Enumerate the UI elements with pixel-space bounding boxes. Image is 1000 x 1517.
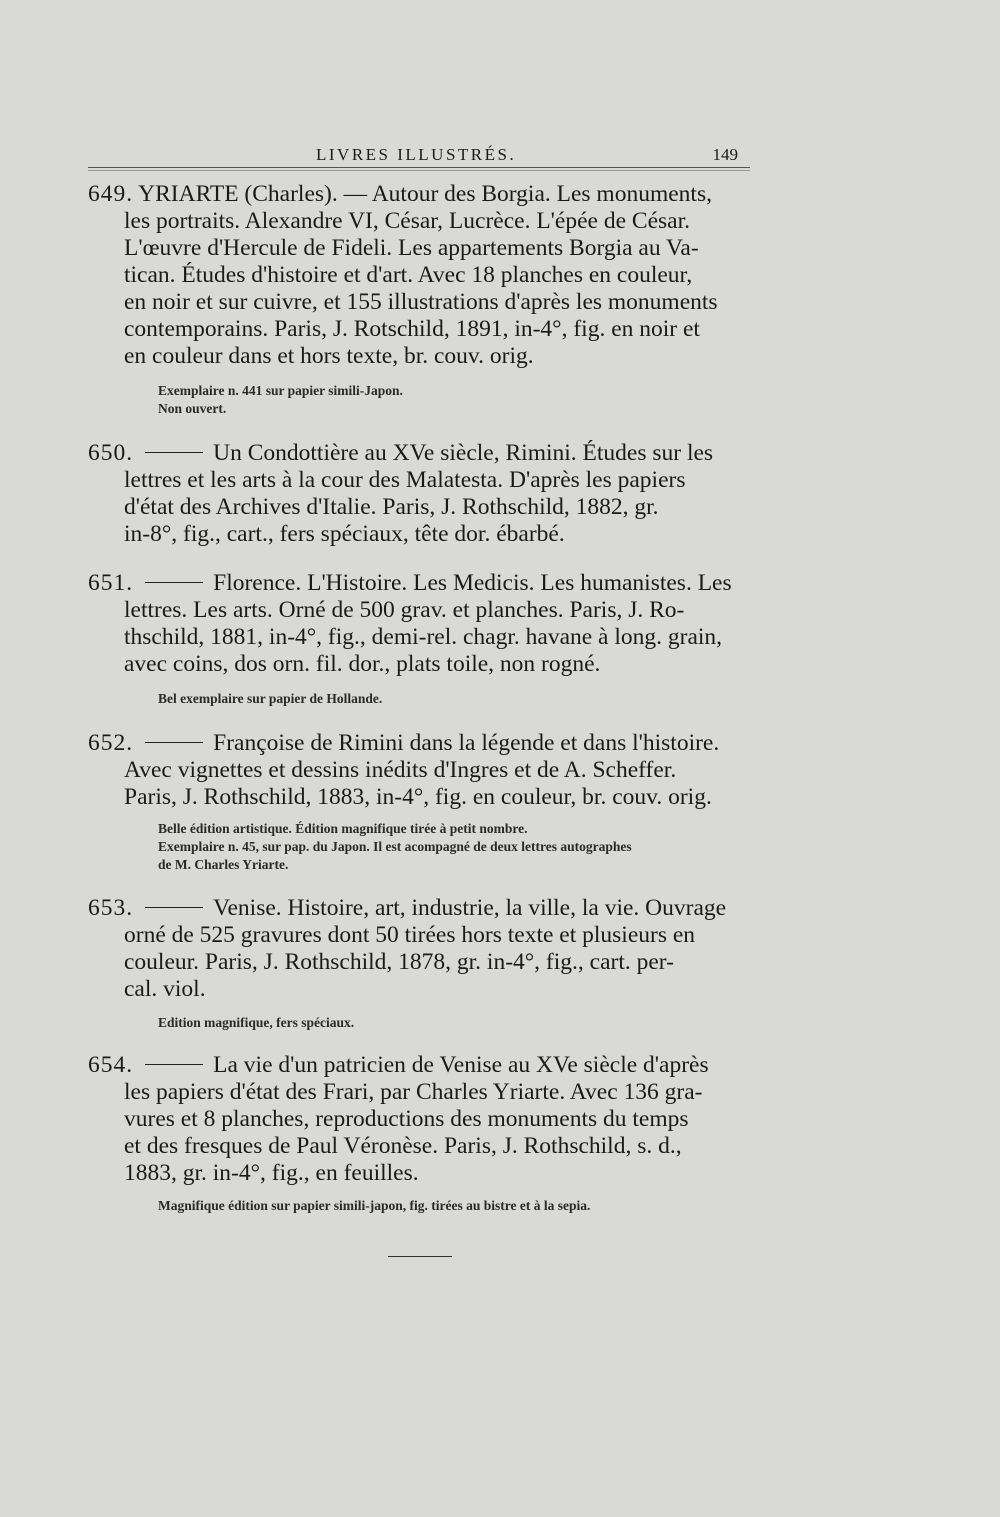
entry-line: vures et 8 planches, reproductions des monuments du temps: [124, 1106, 689, 1132]
ditto-dash: [145, 582, 203, 583]
entry-line: [88, 181, 758, 208]
entry-text: Françoise de Rimini dans la légende et dans l'histoire.: [213, 730, 720, 756]
entry-text: YRIARTE (Charles). — Autour des Borgia. Les monuments,: [138, 181, 712, 207]
catalog-entry-649: [88, 181, 758, 370]
entry-number: 651.: [88, 570, 134, 596]
entry-line: et des fresques de Paul Véronèse. Paris, J. Rothschild, s. d.,: [124, 1133, 682, 1159]
entry-note: Belle édition artistique. Édition magnifique tirée à petit nombre.: [158, 821, 528, 836]
entry-note: Edition magnifique, fers spéciaux.: [158, 1015, 355, 1030]
entry-line: cal. viol.: [124, 976, 206, 1002]
entry-line: [88, 440, 758, 467]
entry-text: Un Condottière au XVe siècle, Rimini. Études sur les: [213, 440, 714, 466]
catalog-entry-652: [88, 730, 758, 811]
entry-line: en couleur dans et hors texte, br. couv. orig.: [124, 343, 534, 369]
running-title: LIVRES ILLUSTRÉS.: [316, 145, 517, 164]
entry-line: les portraits. Alexandre VI, César, Lucrèce. L'épée de César.: [124, 208, 690, 234]
entry-number: 654.: [88, 1052, 134, 1078]
catalog-entry-651: [88, 570, 758, 678]
entry-note: de M. Charles Yriarte.: [158, 857, 289, 872]
header-rule: [88, 167, 750, 168]
entry-line: lettres. Les arts. Orné de 500 grav. et planches. Paris, J. Ro-: [124, 597, 685, 623]
entry-line: lettres et les arts à la cour des Malatesta. D'après les papiers: [124, 467, 686, 493]
entry-line: couleur. Paris, J. Rothschild, 1878, gr. in-4°, fig., cart. per-: [124, 949, 674, 975]
ditto-dash: [145, 742, 203, 743]
entry-line: orné de 525 gravures dont 50 tirées hors texte et plusieurs en: [124, 922, 696, 948]
entry-note: Exemplaire n. 45, sur pap. du Japon. Il est acompagné de deux lettres autographes: [158, 839, 632, 854]
entry-note: Non ouvert.: [158, 401, 227, 416]
entry-line: [88, 730, 758, 757]
entry-number: 653.: [88, 895, 134, 921]
entry-text: Venise. Histoire, art, industrie, la ville, la vie. Ouvrage: [213, 895, 727, 921]
page-header: [88, 143, 750, 173]
ditto-dash: [145, 452, 203, 453]
entry-line: Avec vignettes et dessins inédits d'Ingres et de A. Scheffer.: [124, 757, 677, 783]
end-rule: [388, 1256, 452, 1257]
entry-line: les papiers d'état des Frari, par Charles Yriarte. Avec 136 gra-: [124, 1079, 703, 1105]
entry-line: [88, 1052, 758, 1079]
entry-line: [88, 570, 758, 597]
entry-number: 649.: [88, 181, 134, 207]
entry-number: 652.: [88, 730, 134, 756]
header-rule-secondary: [88, 170, 750, 171]
entry-line: tican. Études d'histoire et d'art. Avec 18 planches en couleur,: [124, 262, 693, 288]
catalog-entry-650: [88, 440, 758, 548]
page-number: 149: [712, 145, 738, 164]
entry-line: avec coins, dos orn. fil. dor., plats toile, non rogné.: [124, 651, 601, 677]
entry-note: Magnifique édition sur papier simili-japon, fig. tirées au bistre et à la sepia.: [158, 1198, 591, 1213]
entry-line: L'œuvre d'Hercule de Fideli. Les appartements Borgia au Va-: [124, 235, 699, 261]
entry-line: [88, 895, 758, 922]
entry-line: thschild, 1881, in-4°, fig., demi-rel. chagr. havane à long. grain,: [124, 624, 723, 650]
entry-line: contemporains. Paris, J. Rotschild, 1891, in-4°, fig. en noir et: [124, 316, 700, 342]
entry-line: in-8°, fig., cart., fers spéciaux, tête dor. ébarbé.: [124, 521, 565, 547]
entry-line: Paris, J. Rothschild, 1883, in-4°, fig. en couleur, br. couv. orig.: [124, 784, 712, 810]
entry-line: d'état des Archives d'Italie. Paris, J. Rothschild, 1882, gr.: [124, 494, 659, 520]
entry-note: Exemplaire n. 441 sur papier simili-Japon.: [158, 383, 403, 398]
entry-text: Florence. L'Histoire. Les Medicis. Les humanistes. Les: [213, 570, 732, 596]
entry-text: La vie d'un patricien de Venise au XVe siècle d'après: [213, 1052, 709, 1078]
catalog-entry-653: [88, 895, 758, 1003]
entry-line: 1883, gr. in-4°, fig., en feuilles.: [124, 1160, 419, 1186]
entry-line: en noir et sur cuivre, et 155 illustrations d'après les monuments: [124, 289, 718, 315]
entry-number: 650.: [88, 440, 134, 466]
catalog-entry-654: [88, 1052, 758, 1187]
entry-note: Bel exemplaire sur papier de Hollande.: [158, 691, 383, 706]
ditto-dash: [145, 1064, 203, 1065]
ditto-dash: [145, 907, 203, 908]
